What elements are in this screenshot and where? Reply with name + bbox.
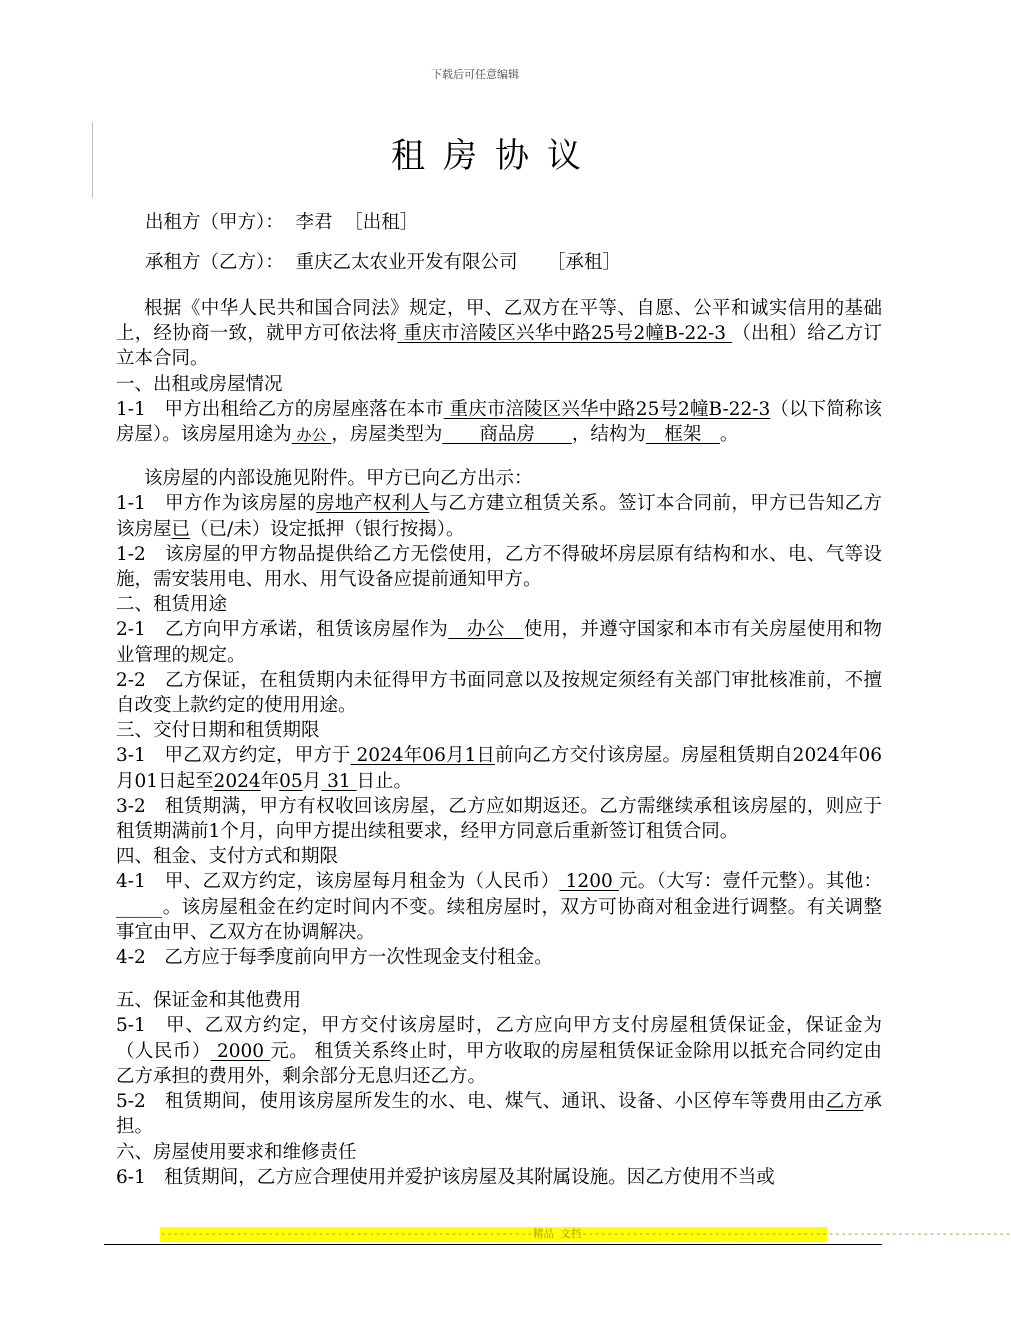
end-day: 31: [321, 770, 357, 792]
deposit-amount: 2000: [210, 1040, 271, 1062]
fee-payer: 乙方: [825, 1091, 864, 1113]
clause-text: 与乙方建立租赁关系。签订本合同前，甲方已告知乙方该房屋: [116, 493, 882, 540]
footer-banner: -----------------------------------------------------------精品 文档--------------------------------------------------------------------: [160, 1228, 1011, 1240]
clause-text: 2-1 乙方向甲方承诺，租赁该房屋作为: [116, 619, 449, 641]
property-type: 商品房: [442, 424, 572, 446]
end-month: 05: [279, 770, 303, 792]
clause-3-2: 3-2 租赁期满，甲方有权收回该房屋，乙方应如期返还。乙方需继续承租该房屋的，则应于租赁期满前1个月，向甲方提出续租要求，经甲方同意后重新签订租赁合同。: [116, 795, 882, 843]
clause-text: （以下简称该房屋）。该房屋用途为: [116, 398, 882, 446]
section-2-title: 二、租赁用途: [116, 594, 228, 616]
clause-text: 元。（大写：壹仟元整）。其他：: [618, 871, 882, 893]
party-b-line: 承租方（乙方）： 重庆乙太农业开发有限公司 ［承租］: [145, 252, 621, 273]
delivery-date: 2024年06月1日: [350, 745, 496, 767]
section-4-title: 四、租金、支付方式和期限: [116, 846, 339, 868]
clause-4-1: [116, 869, 882, 945]
party-a-line: 出租方（甲方）： 李君 ［出租］: [145, 212, 419, 233]
clause-text: 5-1 甲、乙双方约定，甲方交付该房屋时，乙方应向甲方支付房屋租赁保证金，保证金为（人民币）: [116, 1015, 882, 1062]
clause-text: 。该房屋租金在约定时间内不变。续租房屋时，双方可协商对租金进行调整。有关调整事宜由甲、乙双方在协调解决。: [116, 896, 882, 943]
clause-text: 使用，并遵守国家和本市有关房屋使用和物业管理的规定。: [116, 619, 882, 666]
clause-1-2: 1-2 该房屋的甲方物品提供给乙方无偿使用，乙方不得破坏房层原有结构和水、电、气等设施，需安装用电、用水、用气设备应提前通知甲方。: [116, 543, 882, 591]
clause-6-1: 6-1 租赁期间，乙方应合理使用并爱护该房屋及其附属设施。因乙方使用不当或: [116, 1166, 775, 1188]
document-title: 租房协议: [391, 136, 599, 176]
clause-1-1: [116, 397, 882, 448]
intro-paragraph: [116, 296, 882, 372]
clause-text: 前向乙方交付该房屋。房屋租赁期自2024年06月01日起至: [116, 745, 883, 792]
header-note: 下载后可任意编辑: [431, 68, 519, 81]
lease-use: 办公: [448, 619, 524, 641]
monthly-rent: 1200: [559, 871, 619, 893]
facilities-note: 该房屋的内部设施见附件。甲方已向乙方出示：: [144, 468, 533, 490]
clause-5-1: [116, 1013, 882, 1089]
clause-4-2: 4-2 乙方应于每季度前向甲方一次性现金支付租金。: [116, 947, 553, 969]
clause-2-1: [116, 617, 882, 667]
section-6-title: 六、房屋使用要求和维修责任: [116, 1141, 357, 1163]
clause-text: 承担。: [116, 1091, 882, 1138]
clause-text: ，房屋类型为: [331, 424, 443, 446]
property-structure: 框架: [645, 424, 720, 446]
mortgage-status: 已: [171, 518, 191, 540]
intro-address: 重庆市涪陵区兴华中路25号2幢B-22-3: [397, 323, 733, 345]
section-1-title: 一、出租或房屋情况: [116, 373, 283, 395]
clause-text: 5-2 租赁期间，使用该房屋所发生的水、电、煤气、通讯、设备、小区停车等费用由: [116, 1091, 826, 1113]
clause-text: ，结构为: [571, 424, 646, 446]
contract-body: [116, 296, 882, 1190]
clause-text: 。: [719, 424, 739, 446]
other-blank: _____: [116, 896, 163, 918]
clause-text: 年: [260, 770, 280, 792]
clause-text: 4-1 甲、乙双方约定，该房屋每月租金为（人民币）: [116, 871, 560, 893]
clause-text: 1-1 甲方作为该房屋的: [116, 493, 317, 515]
footer-rule: [104, 1244, 882, 1245]
clause-text: 月: [302, 770, 322, 792]
clause-5-2: [116, 1089, 882, 1139]
clause-text: 1-1 甲方出租给乙方的房屋座落在本市: [116, 398, 444, 420]
clause-text: （已/未）设定抵押（银行按揭）。: [190, 518, 465, 540]
intro-text: 根据《中华人民共和国合同法》规定，甲、乙双方在平等、自愿、公平和诚实信用的基础上，经协商一致，就甲方可依法将: [116, 298, 882, 345]
clause-text: 3-1 甲乙双方约定，甲方于: [116, 745, 351, 767]
intro-text-end: （出租）给乙方订立本合同。: [116, 323, 882, 370]
clause-text: 元。 租赁关系终止时，甲方收取的房屋租赁保证金除用以抵充合同约定由乙方承担的费用外，剩余部分无息归还乙方。: [116, 1040, 882, 1087]
clause-1-1b: [116, 491, 882, 541]
section-3-title: 三、交付日期和租赁期限: [116, 720, 320, 742]
clause-text: 日止。: [356, 770, 413, 792]
clause-2-2: 2-2 乙方保证，在租赁期内未征得甲方书面同意以及按规定须经有关部门审批核准前，不擅自改变上款约定的使用用途。: [116, 669, 882, 717]
clause-3-1: [116, 743, 882, 793]
property-right-holder: 房地产权利人: [316, 493, 430, 515]
end-year: 2024: [213, 770, 261, 792]
property-address: 重庆市涪陵区兴华中路25号2幢B-22-3: [443, 398, 771, 420]
property-use: 办公: [291, 426, 332, 445]
section-5-title: 五、保证金和其他费用: [116, 990, 302, 1012]
